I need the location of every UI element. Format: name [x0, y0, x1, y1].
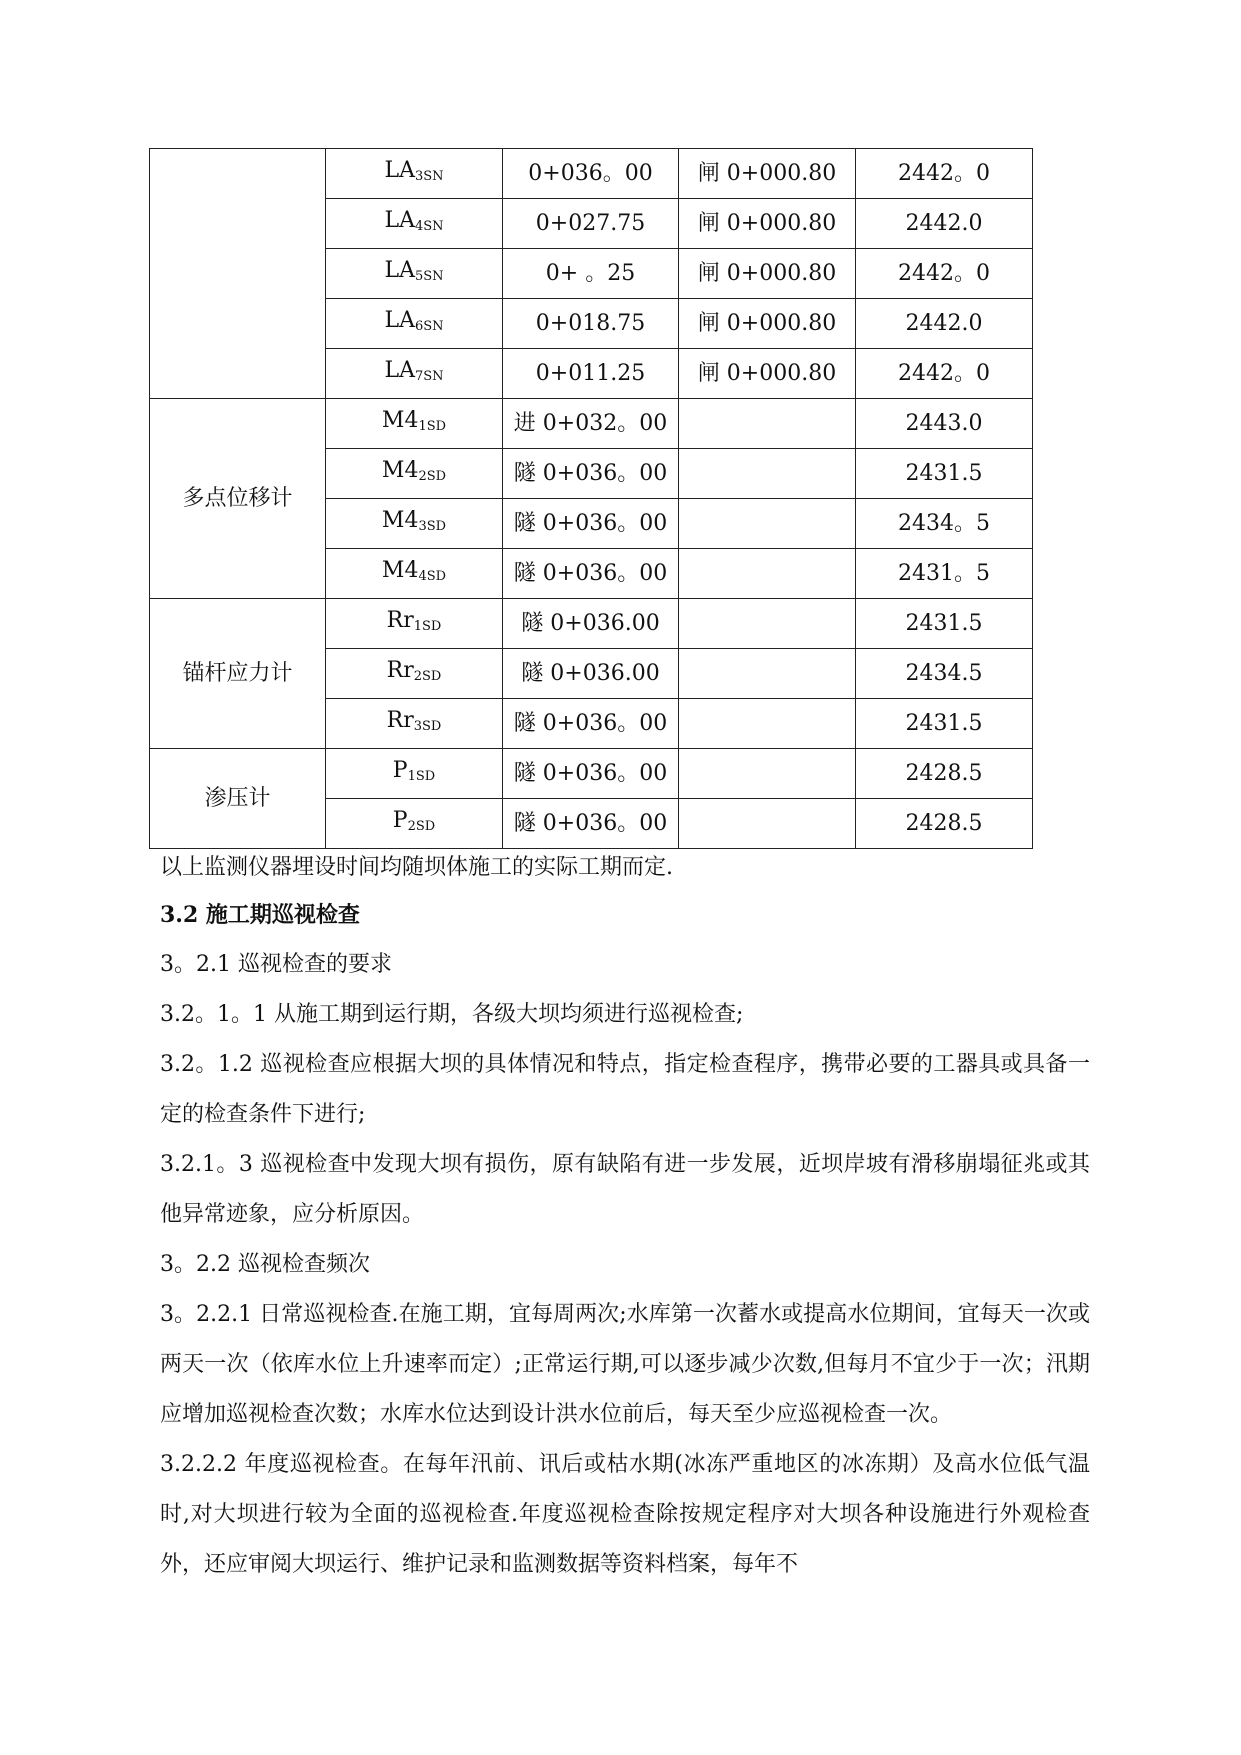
- instrument-category-cell: 渗压计: [150, 749, 326, 849]
- instrument-code: Rr: [386, 657, 414, 683]
- instrument-code: LA: [384, 207, 415, 233]
- instrument-code: LA: [384, 157, 415, 183]
- instrument-code-cell: [326, 299, 503, 349]
- instrument-code: LA: [384, 357, 415, 383]
- instrument-code-subscript: 3SD: [413, 718, 442, 734]
- instrument-code-subscript: 2SD: [413, 668, 442, 684]
- instrument-code-cell: [326, 499, 503, 549]
- clause-3-2-2-1: 3。2.2.1 日常巡视检查.在施工期，宜每周两次;水库第一次蓄水或提高水位期间，宜每天一次或两天一次（依库水位上升速率而定）;正常运行期,可以逐步减少次数,但每月不宜少于一次；汛期应增加巡视检查次数；水库水位达到设计洪水位前后，每天至少应巡视检查一次。: [160, 1302, 1090, 1427]
- elevation-cell: 2443.0: [856, 399, 1033, 449]
- instrument-code-cell: [326, 449, 503, 499]
- table-row: [150, 149, 1033, 199]
- instrument-code: P: [392, 757, 408, 783]
- instrument-code-subscript: 4SD: [418, 568, 447, 584]
- clause-3-2-1-3: 3.2.1。3 巡视检查中发现大坝有损伤，原有缺陷有进一步发展，近坝岸坡有滑移崩塌征兆或其他异常迹象，应分析原因。: [160, 1152, 1090, 1227]
- stake-cell: 0+027.75: [503, 199, 679, 249]
- table-row: [150, 599, 1033, 649]
- stake-cell: 0+011.25: [503, 349, 679, 399]
- offset-cell: [679, 749, 856, 799]
- offset-cell: [679, 649, 856, 699]
- elevation-cell: 2442.0: [856, 299, 1033, 349]
- instrument-code-subscript: 3SN: [414, 168, 444, 184]
- instrument-code-subscript: 7SN: [414, 368, 444, 384]
- stake-cell: 隧 0+036。00: [503, 749, 679, 799]
- instrument-code-cell: [326, 149, 503, 199]
- elevation-cell: 2434。5: [856, 499, 1033, 549]
- elevation-cell: 2431.5: [856, 699, 1033, 749]
- instrument-code-subscript: 6SN: [414, 318, 444, 334]
- offset-cell: 闸 0+000.80: [679, 249, 856, 299]
- instrument-code: LA: [384, 257, 415, 283]
- instrument-table-body: [150, 149, 1033, 849]
- instrument-code: Rr: [386, 707, 414, 733]
- section-heading: 3.2 施工期巡视检查: [160, 902, 360, 928]
- instrument-code: M4: [381, 557, 419, 583]
- instrument-code: Rr: [386, 607, 414, 633]
- note-text: 以上监测仪器埋设时间均随坝体施工的实际工期而定.: [160, 855, 673, 880]
- stake-cell: 隧 0+036.00: [503, 599, 679, 649]
- instrument-code-cell: [326, 349, 503, 399]
- instrument-code-cell: [326, 399, 503, 449]
- instrument-code-subscript: 5SN: [414, 268, 444, 284]
- instrument-code-subscript: 1SD: [407, 768, 436, 784]
- offset-cell: [679, 549, 856, 599]
- offset-cell: [679, 699, 856, 749]
- instrument-code-cell: [326, 249, 503, 299]
- subsection-3-2-2: 3。2.2 巡视检查频次: [160, 1252, 370, 1277]
- instrument-code-subscript: 3SD: [418, 518, 447, 534]
- instrument-code: P: [392, 807, 408, 833]
- elevation-cell: 2431。5: [856, 549, 1033, 599]
- offset-cell: [679, 799, 856, 849]
- stake-cell: 隧 0+036。00: [503, 499, 679, 549]
- stake-cell: 隧 0+036.00: [503, 649, 679, 699]
- instrument-code-cell: [326, 649, 503, 699]
- elevation-cell: 2428.5: [856, 799, 1033, 849]
- offset-cell: [679, 449, 856, 499]
- offset-cell: 闸 0+000.80: [679, 299, 856, 349]
- stake-cell: 隧 0+036。00: [503, 549, 679, 599]
- instrument-code-cell: [326, 199, 503, 249]
- offset-cell: [679, 499, 856, 549]
- elevation-cell: 2431.5: [856, 449, 1033, 499]
- elevation-cell: 2442。0: [856, 349, 1033, 399]
- instrument-code-cell: [326, 749, 503, 799]
- elevation-cell: 2434.5: [856, 649, 1033, 699]
- stake-cell: 0+036。00: [503, 149, 679, 199]
- instrument-code: M4: [381, 407, 419, 433]
- stake-cell: 隧 0+036。00: [503, 449, 679, 499]
- instrument-category-cell: [150, 149, 326, 399]
- stake-cell: 隧 0+036。00: [503, 799, 679, 849]
- instrument-code-subscript: 4SN: [414, 218, 444, 234]
- instrument-code-cell: [326, 699, 503, 749]
- stake-cell: 进 0+032。00: [503, 399, 679, 449]
- instrument-code: M4: [381, 457, 419, 483]
- instrument-code-subscript: 1SD: [418, 418, 447, 434]
- offset-cell: [679, 399, 856, 449]
- clause-3-2-2-2: 3.2.2.2 年度巡视检查。在每年汛前、讯后或枯水期(冰冻严重地区的冰冻期）及高水位低气温时,对大坝进行较为全面的巡视检查.年度巡视检查除按规定程序对大坝各种设施进行外观检查外，还应审阅大坝运行、维护记录和监测数据等资料档案，每年不: [160, 1452, 1090, 1577]
- offset-cell: 闸 0+000.80: [679, 349, 856, 399]
- elevation-cell: 2431.5: [856, 599, 1033, 649]
- stake-cell: 隧 0+036。00: [503, 699, 679, 749]
- instrument-code-cell: [326, 549, 503, 599]
- instrument-code: LA: [384, 307, 415, 333]
- table-row: [150, 749, 1033, 799]
- instrument-code-subscript: 2SD: [418, 468, 447, 484]
- clause-3-2-1-1: 3.2。1。1 从施工期到运行期，各级大坝均须进行巡视检查;: [160, 1002, 744, 1027]
- instrument-code-cell: [326, 599, 503, 649]
- stake-cell: 0+ 。25: [503, 249, 679, 299]
- stake-cell: 0+018.75: [503, 299, 679, 349]
- offset-cell: 闸 0+000.80: [679, 149, 856, 199]
- instrument-code-cell: [326, 799, 503, 849]
- instrument-category-cell: 多点位移计: [150, 399, 326, 599]
- instrument-code-subscript: 2SD: [407, 818, 436, 834]
- instrument-code-subscript: 1SD: [413, 618, 442, 634]
- section-body: [160, 890, 1090, 1590]
- elevation-cell: 2428.5: [856, 749, 1033, 799]
- clause-3-2-1-2: 3.2。1.2 巡视检查应根据大坝的具体情况和特点，指定检查程序，携带必要的工器具或具备一定的检查条件下进行;: [160, 1052, 1090, 1127]
- instrument-table: [149, 148, 1033, 849]
- instrument-category-cell: 锚杆应力计: [150, 599, 326, 749]
- elevation-cell: 2442。0: [856, 149, 1033, 199]
- table-note: [160, 843, 1090, 893]
- elevation-cell: 2442。0: [856, 249, 1033, 299]
- subsection-3-2-1: 3。2.1 巡视检查的要求: [160, 952, 392, 977]
- table-row: [150, 399, 1033, 449]
- instrument-code: M4: [381, 507, 419, 533]
- offset-cell: 闸 0+000.80: [679, 199, 856, 249]
- offset-cell: [679, 599, 856, 649]
- elevation-cell: 2442.0: [856, 199, 1033, 249]
